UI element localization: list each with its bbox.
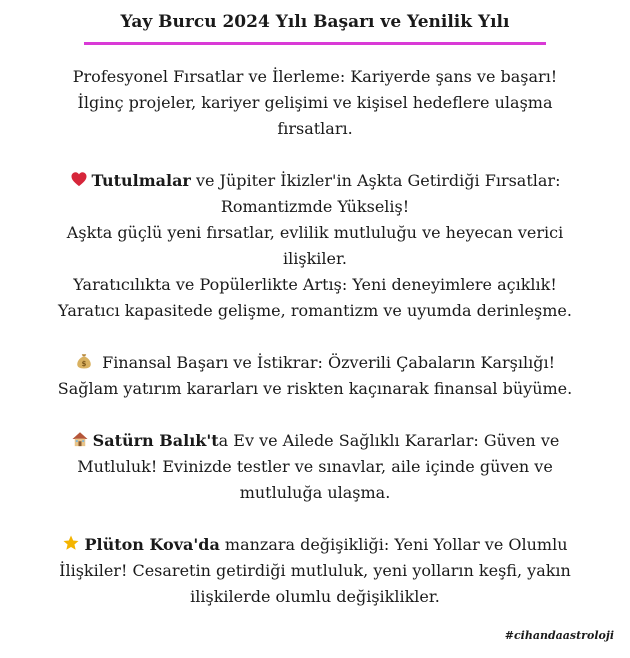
love-section [0,168,630,324]
star-icon [62,534,80,552]
text-line: Yaratıcılıkta ve Popülerlikte Artış: Yeni deneyimlere açıklık! [73,275,557,294]
pluto-section [0,532,630,610]
text-line: fırsatları. [277,119,353,138]
text-line: İlişkiler! Cesaretin getirdiği mutluluk, yeni yolların keşfi, yakın [59,561,571,580]
section-heading-line [0,532,630,558]
heart-icon [70,170,88,188]
svg-text:$: $ [81,359,87,368]
finance-section [0,350,630,402]
horoscope-content [0,64,630,636]
heading-rest: a Ev ve Ailede Sağlıklı Kararlar: Güven ve [218,431,560,450]
text-line: Profesyonel Fırsatlar ve İlerleme: Kariyerde şans ve başarı! [72,67,558,86]
text-line: Aşkta güçlü yeni fırsatlar, evlilik mutluluğu ve heyecan verici [66,223,564,242]
career-section [0,64,630,142]
hashtag-watermark: #cihandaastroloji [504,629,614,642]
text-line: ilişkilerde olumlu değişiklikler. [190,587,440,606]
section-heading-line [0,428,630,454]
text-line: Sağlam yatırım kararları ve riskten kaçınarak finansal büyüme. [57,379,573,398]
text-line: İlginç projeler, kariyer gelişimi ve kişisel hedeflere ulaşma [77,93,553,112]
money-bag-icon [75,352,93,370]
text-line: mutluluğa ulaşma. [239,483,391,502]
home-section [0,428,630,506]
house-icon [71,430,89,448]
text-line: Romantizmde Yükseliş! [220,197,410,216]
heading-bold: Satürn Balık't [92,431,219,450]
text-line: Mutluluk! Evinizde testler ve sınavlar, aile içinde güven ve [77,457,553,476]
heading-rest: manzara değişikliği: Yeni Yollar ve Olumlu [219,535,568,554]
text-line: ilişkiler. [283,249,347,268]
heading-bold: Tutulmalar [91,171,191,190]
heading-bold: Plüton Kova'da [84,535,220,554]
heading-rest: Finansal Başarı ve İstikrar: Özverili Çabaların Karşılığı! [97,353,555,372]
section-heading-line [0,168,630,194]
text-line: Yaratıcı kapasitede gelişme, romantizm ve uyumda derinleşme. [58,301,572,320]
heading-rest: ve Jüpiter İkizler'in Aşkta Getirdiği Fırsatlar: [190,171,561,190]
section-heading-line [0,350,630,376]
page-title: Yay Burcu 2024 Yılı Başarı ve Yenilik Yılı [120,12,510,32]
title-underline [84,42,546,45]
